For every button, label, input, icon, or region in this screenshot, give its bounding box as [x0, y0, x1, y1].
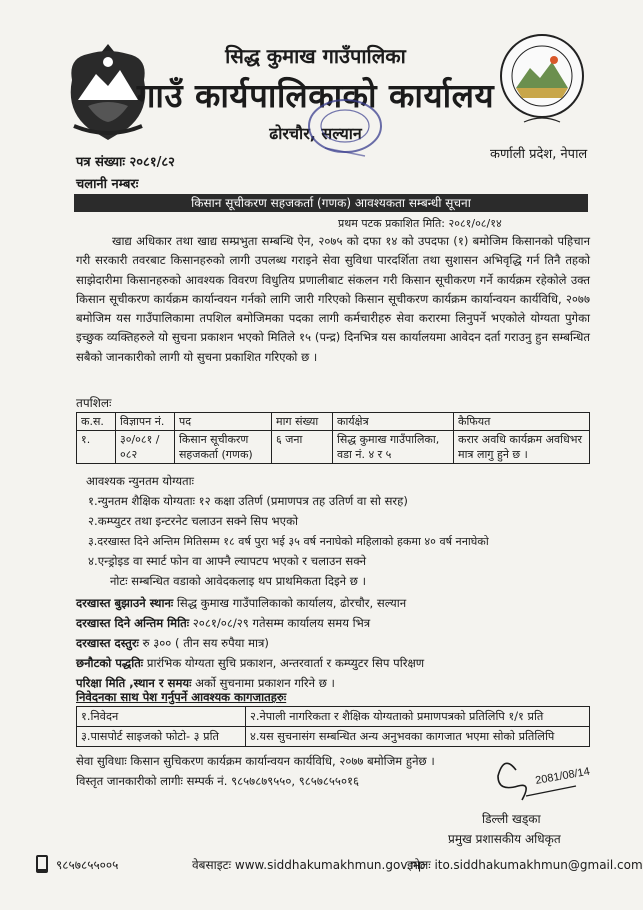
table-cell: करार अवधि कार्यक्रम अवधिभर मात्र लागु हुने छ ।	[454, 431, 590, 464]
documents-label: निवेदनका साथ पेश गर्नुपर्ने आवश्यक कागजातहरुः	[76, 690, 287, 704]
table-cell: किसान सूचीकरण सहजकर्ता (गणक)	[175, 431, 272, 464]
signature-icon	[492, 752, 591, 812]
table-header-row	[77, 413, 590, 431]
footer-email[interactable]: इमेलः ito.siddhakumakhmun@gmail.com	[407, 858, 643, 872]
signature-date: 2081/08/14	[534, 765, 591, 787]
table-header: कार्यक्षेत्र	[333, 413, 454, 431]
table-header: पद	[175, 413, 272, 431]
footer-website[interactable]: वेबसाइटः www.siddhakumakhmun.gov.np	[192, 858, 426, 872]
office-name: गाउँ कार्यपालिकाको कार्यालय	[136, 76, 495, 115]
table-cell: ३.पासपोर्ट साइजको फोटो- ३ प्रति	[77, 727, 246, 747]
signatory-name: डिल्ली खड्का	[482, 812, 541, 826]
table-header: क.स.	[77, 413, 116, 431]
table-cell: ४.यस सुचनासंग सम्बन्धित अन्य अनुभवका कागजात भएमा सोको प्रतिलिपि	[246, 727, 590, 747]
selection-method	[76, 656, 424, 671]
table-cell: १.निवेदन	[77, 707, 246, 727]
selection-method-label: छनौटको पद्धतिः	[76, 656, 144, 670]
province-label: कर्णाली प्रदेश, नेपाल	[490, 147, 588, 162]
exam-info	[76, 676, 335, 691]
details-label: तपशिलः	[76, 396, 112, 410]
table-cell: ६ जना	[272, 431, 333, 464]
office-stamp-icon	[305, 96, 385, 160]
notice-title: किसान सूचीकरण सहजकर्ता (गणक) आवश्यकता सम्बन्धी सूचना	[74, 194, 588, 212]
table-row	[77, 727, 590, 747]
municipality-name: सिद्ध कुमाख गाउँपालिका	[225, 44, 406, 68]
submit-location-label: दरखास्त बुझाउने स्थानः	[76, 596, 174, 610]
table-cell: ३०/०८१ /०८२	[116, 431, 175, 464]
submit-location	[76, 596, 406, 611]
table-cell: २.नेपाली नागरिकता र शैक्षिक योग्यताको प्रमाणपत्रको प्रतिलिपि १/१ प्रति	[246, 707, 590, 727]
table-row	[77, 707, 590, 727]
publish-date: प्रथम पटक प्रकाशित मिति: २०८१/०८/१४	[338, 217, 502, 230]
table-cell: सिद्ध कुमाख गाउँपालिका, वडा नं. ४ र ५	[333, 431, 454, 464]
fee	[76, 636, 269, 651]
phone-icon	[34, 854, 50, 874]
documents-table	[76, 706, 590, 747]
exam-info-label: परिक्षा मिति ,स्थान र समयः	[76, 676, 192, 690]
qualification-item: २.कम्प्युटर तथा इन्टरनेट चलाउन सक्ने सिप भएको	[88, 514, 298, 528]
reference-number: पत्र संख्याः २०८१/८२	[76, 155, 175, 170]
table-header: माग संख्या	[272, 413, 333, 431]
dispatch-number: चलानी नम्बरः	[76, 177, 139, 192]
signatory-title: प्रमुख प्रशासकीय अधिकृत	[448, 832, 561, 846]
table-cell: १.	[77, 431, 116, 464]
contact-info: विस्तृत जानकारीको लागीः सम्पर्क नं. ९८५७८७९५५०, ९८५७८५५०१६	[76, 774, 360, 788]
submit-location-value: सिद्ध कुमाख गाउँपालिकाको कार्यालय, ढोरचौर, सल्यान	[173, 596, 407, 610]
qualification-note: नोटः सम्बन्धित वडाको आवेदकलाइ थप प्राथमिकता दिइने छ ।	[110, 574, 367, 588]
selection-method-value: प्रारंभिक योग्यता सुचि प्रकाशन, अन्तरवार्ता र कम्प्युटर सिप परिक्षण	[143, 656, 425, 670]
deadline	[76, 616, 370, 631]
service-info: सेवा सुविधाः किसान सुचिकरण कार्यक्रम कार्यान्वयन कार्यविधि, २०७७ बमोजिम हुनेछ ।	[76, 754, 435, 768]
office-location: ढोरचौर, सल्यान	[269, 124, 362, 143]
footer-phone: ९८५७८५५००५	[56, 858, 119, 872]
table-header: विज्ञापन नं.	[116, 413, 175, 431]
table-row	[77, 431, 590, 464]
footer	[32, 852, 643, 878]
table-header: कैफियत	[454, 413, 590, 431]
fee-value: रु ३०० ( तीन सय रुपैया मात्र)	[138, 636, 269, 650]
qualification-item: ३.दरखास्त दिने अन्तिम मितिसम्म १८ वर्ष पुरा भई ३५ वर्ष ननाघेको महिलाको हकमा ४० वर्ष ननाघेको	[88, 535, 489, 548]
vacancy-table	[76, 412, 590, 464]
qualification-item: १.न्युनतम शैक्षिक योग्यताः १२ कक्षा उतिर्ण (प्रमाणपत्र तह उतिर्ण वा सो सरह)	[88, 494, 408, 508]
qualification-item: ४.एन्ड्रोइड वा स्मार्ट फोन वा आफ्नै ल्यापटप भएको र चलाउन सक्ने	[88, 554, 367, 568]
fee-label: दरखास्त दस्तुरः	[76, 636, 139, 650]
notice-body	[76, 232, 590, 367]
qualifications-label: आवश्यक न्युनतम योग्यताः	[86, 474, 195, 488]
deadline-value: २०८१/०८/२९ गतेसम्म कार्यालय समय भित्र	[189, 616, 371, 630]
notice-body-text: खाद्य अधिकार तथा खाद्य सम्प्रभुता सम्बन्धि ऐन, २०७५ को दफा १४ को उपदफा (१) बमोजिम किसानको पहिचान गरी सरकारी तवरबाट किसानहरुको लागी उपलब्ध गराइने सेवा सुविधा पारदर्शिता तथा सुशासन अभिवृद्धि गर्न तिनै तहको साझेदारीमा किसानहरुको आवश्यक विवरण विधुतिय प्रणालीबाट संकलन गरी किसान सूचीकरण गर्ने कार्यक्रम रहेकोले उक्त किसान सूचीकरण कार्यक्रम कार्यान्वयन गर्नको लागि जारी गरिएको किसान सूचीकरण कार्यक्रम कार्यान्वयन कार्यविधि, २०७७ बमोजिम यस गाउँपालिकामा तपशिल बमोजिमका पदका लागी कर्मचारीहरु सेवा करारमा लिनुपर्ने भएकोले योग्यता पुगेका इच्छुक व्यक्तिहरुले यो सुचना प्रकाशन भएको मितिले १५ (पन्द्र) दिनभित्र यस कार्यालयमा आवेदन दर्ता गराउनु हुन सम्बन्धित सबैको जानकारीको लागी यो सुचना प्रकाशित गरिएको छ ।	[76, 234, 590, 364]
deadline-label: दरखास्त दिने अन्तिम मितिः	[76, 616, 190, 630]
exam-info-value: अर्को सुचनामा प्रकाशन गरिने छ ।	[191, 676, 335, 690]
